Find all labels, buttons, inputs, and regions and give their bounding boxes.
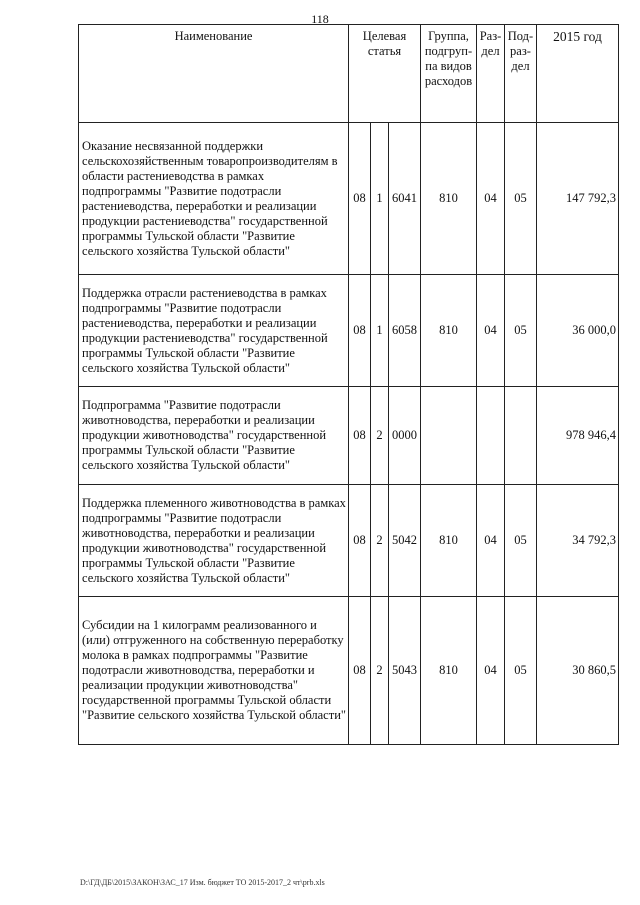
- row-section: 04: [477, 485, 505, 597]
- row-cs-subprogram: 1: [371, 275, 389, 387]
- table-row: [79, 387, 619, 485]
- row-cs-direction: 0000: [389, 387, 421, 485]
- row-name: Подпрограмма "Развитие подотрасли животноводства, переработки и реализации продукции животноводства" государственной программы Тульской области "Развитие сельского хозяйства Тульской области": [79, 387, 349, 485]
- row-amount: 36 000,0: [537, 275, 619, 387]
- row-cs-program: 08: [349, 123, 371, 275]
- row-cs-program: 08: [349, 485, 371, 597]
- row-amount: 34 792,3: [537, 485, 619, 597]
- row-name: Поддержка племенного животноводства в рамках подпрограммы "Развитие подотрасли животноводства, переработки и реализации продукции животноводства" государственной программы Тульской области "Развитие сельского хозяйства Тульской области": [79, 485, 349, 597]
- budget-table: [78, 24, 619, 745]
- row-subsection: 05: [505, 275, 537, 387]
- row-name: Субсидии на 1 килограмм реализованного и (или) отгруженного на собственную переработку молока в рамках подпрограммы "Развитие подотрасли животноводства, переработки и реализации продукции животноводства" государственной программы Тульской области "Развитие сельского хозяйства Тульской области": [79, 597, 349, 745]
- row-name: Поддержка отрасли растениеводства в рамках подпрограммы "Развитие подотрасли растениеводства, переработки и реализации продукции растениеводства" государственной программы Тульской области "Развитие сельского хозяйства Тульской области": [79, 275, 349, 387]
- row-amount: 978 946,4: [537, 387, 619, 485]
- row-amount: 30 860,5: [537, 597, 619, 745]
- row-cs-program: 08: [349, 387, 371, 485]
- row-section: 04: [477, 123, 505, 275]
- header-subsection: Под-раз-дел: [505, 25, 537, 123]
- row-cs-direction: 5043: [389, 597, 421, 745]
- header-expense-group: Группа, подгруп-па видов расходов: [421, 25, 477, 123]
- row-subsection: 05: [505, 485, 537, 597]
- header-section: Раз-дел: [477, 25, 505, 123]
- header-row: [79, 25, 619, 123]
- header-year: 2015 год: [537, 25, 619, 123]
- row-cs-subprogram: 2: [371, 387, 389, 485]
- row-subsection: 05: [505, 597, 537, 745]
- table-row: [79, 597, 619, 745]
- row-name: Оказание несвязанной поддержки сельскохозяйственным товаропроизводителям в области растениеводства в рамках подпрограммы "Развитие подотрасли растениеводства, переработки и реализации продукции растениеводства" государственной программы Тульской области "Развитие сельского хозяйства Тульской области": [79, 123, 349, 275]
- table-row: [79, 275, 619, 387]
- row-subsection: [505, 387, 537, 485]
- row-cs-subprogram: 1: [371, 123, 389, 275]
- row-group: 810: [421, 275, 477, 387]
- row-group: 810: [421, 597, 477, 745]
- row-section: [477, 387, 505, 485]
- row-group: 810: [421, 123, 477, 275]
- row-subsection: 05: [505, 123, 537, 275]
- footer-file-path: D:\ГД\ДБ\2015\ЗАКОН\ЗАС_17 Изм. бюджет ТО 2015-2017_2 чт\prb.xls: [80, 878, 325, 887]
- row-cs-program: 08: [349, 275, 371, 387]
- header-name: Наименование: [79, 25, 349, 123]
- row-cs-direction: 6058: [389, 275, 421, 387]
- table-row: [79, 123, 619, 275]
- row-section: 04: [477, 597, 505, 745]
- row-group: [421, 387, 477, 485]
- table-row: [79, 485, 619, 597]
- row-cs-direction: 6041: [389, 123, 421, 275]
- row-cs-subprogram: 2: [371, 597, 389, 745]
- row-section: 04: [477, 275, 505, 387]
- page-number: 118: [311, 12, 329, 26]
- row-group: 810: [421, 485, 477, 597]
- row-amount: 147 792,3: [537, 123, 619, 275]
- row-cs-subprogram: 2: [371, 485, 389, 597]
- row-cs-program: 08: [349, 597, 371, 745]
- row-cs-direction: 5042: [389, 485, 421, 597]
- header-target-article: Целевая статья: [349, 25, 421, 123]
